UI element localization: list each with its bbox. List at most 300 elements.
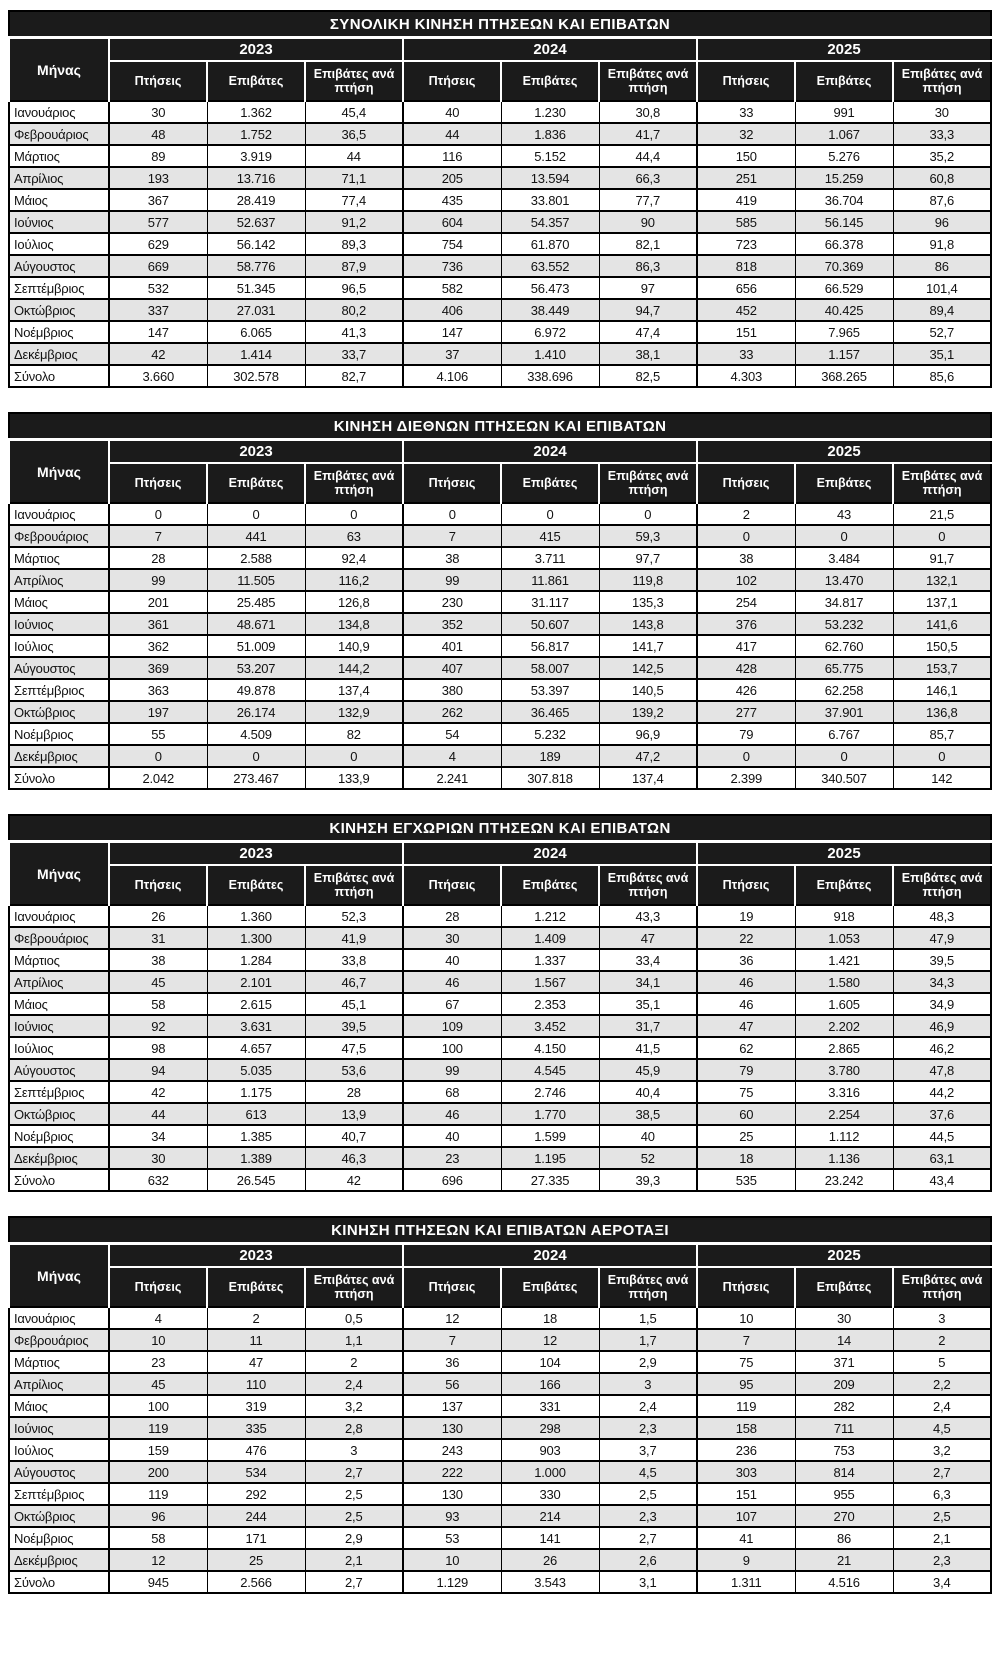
month-column-header: Μήνας xyxy=(9,1244,109,1308)
value-cell: 1.770 xyxy=(501,1103,599,1125)
column-header: Επιβάτες xyxy=(207,61,305,101)
value-cell: 159 xyxy=(109,1439,207,1461)
value-cell: 141,6 xyxy=(893,613,991,635)
value-cell: 3.543 xyxy=(501,1571,599,1593)
value-cell: 338.696 xyxy=(501,365,599,387)
value-cell: 41,5 xyxy=(599,1037,697,1059)
column-header: Επιβάτες ανά πτήση xyxy=(893,61,991,101)
value-cell: 44 xyxy=(403,123,501,145)
value-cell: 150,5 xyxy=(893,635,991,657)
value-cell: 1.053 xyxy=(795,927,893,949)
month-cell: Μάιος xyxy=(9,1395,109,1417)
column-header: Πτήσεις xyxy=(697,865,795,905)
month-cell: Φεβρουάριος xyxy=(9,525,109,547)
value-cell: 3 xyxy=(305,1439,403,1461)
value-cell: 30 xyxy=(109,1147,207,1169)
value-cell: 5 xyxy=(893,1351,991,1373)
year-header: 2023 xyxy=(109,38,403,62)
value-cell: 435 xyxy=(403,189,501,211)
table-title: ΣΥΝΟΛΙΚΗ ΚΙΝΗΣΗ ΠΤΗΣΕΩΝ ΚΑΙ ΕΠΙΒΑΤΩΝ xyxy=(9,11,991,38)
value-cell: 56.817 xyxy=(501,635,599,657)
value-cell: 2,4 xyxy=(305,1373,403,1395)
month-cell: Απρίλιος xyxy=(9,971,109,993)
column-header: Πτήσεις xyxy=(109,865,207,905)
value-cell: 116,2 xyxy=(305,569,403,591)
value-cell: 7 xyxy=(109,525,207,547)
column-header: Επιβάτες xyxy=(501,865,599,905)
month-cell: Ιούνιος xyxy=(9,211,109,233)
value-cell: 6.972 xyxy=(501,321,599,343)
value-cell: 79 xyxy=(697,723,795,745)
value-cell: 56.145 xyxy=(795,211,893,233)
value-cell: 4,5 xyxy=(893,1417,991,1439)
value-cell: 36,5 xyxy=(305,123,403,145)
value-cell: 62.258 xyxy=(795,679,893,701)
value-cell: 1.136 xyxy=(795,1147,893,1169)
table-row xyxy=(9,657,991,679)
value-cell: 36 xyxy=(403,1351,501,1373)
value-cell: 3 xyxy=(893,1307,991,1329)
value-cell: 1.337 xyxy=(501,949,599,971)
value-cell: 31 xyxy=(109,927,207,949)
value-cell: 137 xyxy=(403,1395,501,1417)
value-cell: 141 xyxy=(501,1527,599,1549)
value-cell: 292 xyxy=(207,1483,305,1505)
value-cell: 2,7 xyxy=(305,1571,403,1593)
month-cell: Νοέμβριος xyxy=(9,321,109,343)
month-cell: Απρίλιος xyxy=(9,569,109,591)
value-cell: 21 xyxy=(795,1549,893,1571)
value-cell: 3.780 xyxy=(795,1059,893,1081)
value-cell: 33,8 xyxy=(305,949,403,971)
month-cell: Σύνολο xyxy=(9,1169,109,1191)
table-row xyxy=(9,949,991,971)
value-cell: 33 xyxy=(697,343,795,365)
month-cell: Μάρτιος xyxy=(9,145,109,167)
value-cell: 4.303 xyxy=(697,365,795,387)
value-cell: 2.254 xyxy=(795,1103,893,1125)
value-cell: 26.545 xyxy=(207,1169,305,1191)
column-header: Πτήσεις xyxy=(109,61,207,101)
value-cell: 82,7 xyxy=(305,365,403,387)
value-cell: 44,5 xyxy=(893,1125,991,1147)
value-cell: 33,3 xyxy=(893,123,991,145)
value-cell: 2,5 xyxy=(893,1505,991,1527)
value-cell: 42 xyxy=(109,343,207,365)
value-cell: 10 xyxy=(403,1549,501,1571)
value-cell: 38.449 xyxy=(501,299,599,321)
table-row xyxy=(9,1439,991,1461)
value-cell: 918 xyxy=(795,905,893,927)
value-cell: 604 xyxy=(403,211,501,233)
value-cell: 158 xyxy=(697,1417,795,1439)
value-cell: 90 xyxy=(599,211,697,233)
value-cell: 452 xyxy=(697,299,795,321)
value-cell: 89,3 xyxy=(305,233,403,255)
value-cell: 143,8 xyxy=(599,613,697,635)
value-cell: 1.580 xyxy=(795,971,893,993)
value-cell: 82,5 xyxy=(599,365,697,387)
value-cell: 2.101 xyxy=(207,971,305,993)
value-cell: 337 xyxy=(109,299,207,321)
value-cell: 613 xyxy=(207,1103,305,1125)
table-row xyxy=(9,189,991,211)
month-cell: Μάιος xyxy=(9,189,109,211)
month-cell: Ιούνιος xyxy=(9,613,109,635)
value-cell: 209 xyxy=(795,1373,893,1395)
column-header: Πτήσεις xyxy=(109,463,207,503)
table-title-row xyxy=(9,815,991,842)
value-cell: 46 xyxy=(697,971,795,993)
value-cell: 7.965 xyxy=(795,321,893,343)
month-cell: Δεκέμβριος xyxy=(9,1549,109,1571)
column-header: Πτήσεις xyxy=(109,1267,207,1307)
value-cell: 134,8 xyxy=(305,613,403,635)
value-cell: 46 xyxy=(697,993,795,1015)
value-cell: 426 xyxy=(697,679,795,701)
value-cell: 110 xyxy=(207,1373,305,1395)
value-cell: 77,7 xyxy=(599,189,697,211)
value-cell: 43 xyxy=(795,503,893,525)
column-header: Επιβάτες ανά πτήση xyxy=(893,865,991,905)
value-cell: 42 xyxy=(109,1081,207,1103)
value-cell: 262 xyxy=(403,701,501,723)
table-block xyxy=(8,10,992,388)
year-header: 2024 xyxy=(403,38,697,62)
value-cell: 1.195 xyxy=(501,1147,599,1169)
value-cell: 86 xyxy=(893,255,991,277)
column-header: Επιβάτες ανά πτήση xyxy=(305,865,403,905)
value-cell: 63.552 xyxy=(501,255,599,277)
value-cell: 50.607 xyxy=(501,613,599,635)
value-cell: 30 xyxy=(109,101,207,123)
value-cell: 7 xyxy=(403,525,501,547)
table-row xyxy=(9,211,991,233)
value-cell: 144,2 xyxy=(305,657,403,679)
column-header: Επιβάτες xyxy=(795,1267,893,1307)
value-cell: 49.878 xyxy=(207,679,305,701)
value-cell: 419 xyxy=(697,189,795,211)
value-cell: 40.425 xyxy=(795,299,893,321)
value-cell: 38 xyxy=(403,547,501,569)
value-cell: 407 xyxy=(403,657,501,679)
value-cell: 2,4 xyxy=(893,1395,991,1417)
value-cell: 6.065 xyxy=(207,321,305,343)
value-cell: 132,9 xyxy=(305,701,403,723)
month-cell: Ιανουάριος xyxy=(9,905,109,927)
value-cell: 46,7 xyxy=(305,971,403,993)
value-cell: 82,1 xyxy=(599,233,697,255)
value-cell: 25.485 xyxy=(207,591,305,613)
value-cell: 189 xyxy=(501,745,599,767)
value-cell: 31,7 xyxy=(599,1015,697,1037)
value-cell: 87,6 xyxy=(893,189,991,211)
value-cell: 37.901 xyxy=(795,701,893,723)
value-cell: 10 xyxy=(697,1307,795,1329)
value-cell: 38 xyxy=(109,949,207,971)
value-cell: 70.369 xyxy=(795,255,893,277)
month-cell: Σεπτέμβριος xyxy=(9,679,109,701)
value-cell: 39,3 xyxy=(599,1169,697,1191)
value-cell: 335 xyxy=(207,1417,305,1439)
value-cell: 36 xyxy=(697,949,795,971)
value-cell: 153,7 xyxy=(893,657,991,679)
value-cell: 91,8 xyxy=(893,233,991,255)
table-title-row xyxy=(9,413,991,440)
value-cell: 137,1 xyxy=(893,591,991,613)
month-cell: Νοέμβριος xyxy=(9,1527,109,1549)
value-cell: 34,1 xyxy=(599,971,697,993)
value-cell: 97 xyxy=(599,277,697,299)
value-cell: 42 xyxy=(305,1169,403,1191)
value-cell: 1.360 xyxy=(207,905,305,927)
month-cell: Οκτώβριος xyxy=(9,1103,109,1125)
value-cell: 2,2 xyxy=(893,1373,991,1395)
value-cell: 40 xyxy=(599,1125,697,1147)
value-cell: 45 xyxy=(109,971,207,993)
value-cell: 40,7 xyxy=(305,1125,403,1147)
value-cell: 93 xyxy=(403,1505,501,1527)
table-row xyxy=(9,971,991,993)
value-cell: 340.507 xyxy=(795,767,893,789)
value-cell: 243 xyxy=(403,1439,501,1461)
value-cell: 34.817 xyxy=(795,591,893,613)
value-cell: 3 xyxy=(599,1373,697,1395)
value-cell: 75 xyxy=(697,1351,795,1373)
value-cell: 130 xyxy=(403,1483,501,1505)
value-cell: 135,3 xyxy=(599,591,697,613)
value-cell: 532 xyxy=(109,277,207,299)
value-cell: 28 xyxy=(305,1081,403,1103)
value-cell: 26 xyxy=(501,1549,599,1571)
table-row xyxy=(9,1461,991,1483)
table-row xyxy=(9,167,991,189)
value-cell: 63 xyxy=(305,525,403,547)
value-cell: 1.212 xyxy=(501,905,599,927)
value-cell: 137,4 xyxy=(305,679,403,701)
column-header: Επιβάτες xyxy=(501,463,599,503)
value-cell: 35,1 xyxy=(893,343,991,365)
total-row xyxy=(9,365,991,387)
value-cell: 2,9 xyxy=(599,1351,697,1373)
table-title-row xyxy=(9,1217,991,1244)
value-cell: 711 xyxy=(795,1417,893,1439)
value-cell: 54 xyxy=(403,723,501,745)
table-row xyxy=(9,1351,991,1373)
value-cell: 46 xyxy=(403,1103,501,1125)
value-cell: 1.836 xyxy=(501,123,599,145)
value-cell: 273.467 xyxy=(207,767,305,789)
year-header: 2024 xyxy=(403,1244,697,1268)
value-cell: 100 xyxy=(403,1037,501,1059)
table-block xyxy=(8,412,992,790)
value-cell: 2 xyxy=(697,503,795,525)
year-header-row xyxy=(9,440,991,464)
value-cell: 38,5 xyxy=(599,1103,697,1125)
column-header: Πτήσεις xyxy=(697,61,795,101)
month-cell: Ιούλιος xyxy=(9,1439,109,1461)
column-header: Επιβάτες xyxy=(501,61,599,101)
value-cell: 2 xyxy=(893,1329,991,1351)
value-cell: 0 xyxy=(599,503,697,525)
value-cell: 1.389 xyxy=(207,1147,305,1169)
table-row xyxy=(9,1549,991,1571)
year-header-row xyxy=(9,38,991,62)
value-cell: 1,1 xyxy=(305,1329,403,1351)
value-cell: 71,1 xyxy=(305,167,403,189)
value-cell: 27.031 xyxy=(207,299,305,321)
column-header: Επιβάτες ανά πτήση xyxy=(305,61,403,101)
value-cell: 1.409 xyxy=(501,927,599,949)
value-cell: 2.353 xyxy=(501,993,599,1015)
column-header: Πτήσεις xyxy=(697,463,795,503)
value-cell: 48,3 xyxy=(893,905,991,927)
value-cell: 0 xyxy=(403,503,501,525)
value-cell: 40 xyxy=(403,101,501,123)
value-cell: 35,1 xyxy=(599,993,697,1015)
value-cell: 319 xyxy=(207,1395,305,1417)
value-cell: 236 xyxy=(697,1439,795,1461)
value-cell: 7 xyxy=(697,1329,795,1351)
value-cell: 47,4 xyxy=(599,321,697,343)
value-cell: 3.484 xyxy=(795,547,893,569)
value-cell: 0 xyxy=(207,745,305,767)
value-cell: 1.567 xyxy=(501,971,599,993)
month-cell: Δεκέμβριος xyxy=(9,745,109,767)
table-row xyxy=(9,613,991,635)
table-row xyxy=(9,503,991,525)
value-cell: 45 xyxy=(109,1373,207,1395)
table-title: ΚΙΝΗΣΗ ΔΙΕΘΝΩΝ ΠΤΗΣΕΩΝ ΚΑΙ ΕΠΙΒΑΤΩΝ xyxy=(9,413,991,440)
month-cell: Σεπτέμβριος xyxy=(9,1483,109,1505)
value-cell: 4.106 xyxy=(403,365,501,387)
month-column-header: Μήνας xyxy=(9,440,109,504)
value-cell: 46 xyxy=(403,971,501,993)
value-cell: 53.232 xyxy=(795,613,893,635)
month-cell: Ιανουάριος xyxy=(9,1307,109,1329)
value-cell: 4.509 xyxy=(207,723,305,745)
value-cell: 41,7 xyxy=(599,123,697,145)
value-cell: 1.385 xyxy=(207,1125,305,1147)
table-row xyxy=(9,255,991,277)
value-cell: 68 xyxy=(403,1081,501,1103)
value-cell: 15.259 xyxy=(795,167,893,189)
value-cell: 82 xyxy=(305,723,403,745)
column-header-row xyxy=(9,61,991,101)
value-cell: 3.631 xyxy=(207,1015,305,1037)
column-header: Επιβάτες ανά πτήση xyxy=(599,1267,697,1307)
value-cell: 89,4 xyxy=(893,299,991,321)
table-title: ΚΙΝΗΣΗ ΠΤΗΣΕΩΝ ΚΑΙ ΕΠΙΒΑΤΩΝ ΑΕΡΟΤΑΞΙ xyxy=(9,1217,991,1244)
value-cell: 19 xyxy=(697,905,795,927)
value-cell: 52 xyxy=(599,1147,697,1169)
value-cell: 44,2 xyxy=(893,1081,991,1103)
value-cell: 46,9 xyxy=(893,1015,991,1037)
month-cell: Ιούλιος xyxy=(9,233,109,255)
value-cell: 361 xyxy=(109,613,207,635)
value-cell: 12 xyxy=(403,1307,501,1329)
value-cell: 119 xyxy=(109,1417,207,1439)
value-cell: 5.276 xyxy=(795,145,893,167)
value-cell: 12 xyxy=(501,1329,599,1351)
value-cell: 200 xyxy=(109,1461,207,1483)
value-cell: 214 xyxy=(501,1505,599,1527)
value-cell: 1,7 xyxy=(599,1329,697,1351)
table-row xyxy=(9,635,991,657)
value-cell: 53,6 xyxy=(305,1059,403,1081)
value-cell: 34,9 xyxy=(893,993,991,1015)
value-cell: 53 xyxy=(403,1527,501,1549)
value-cell: 47 xyxy=(697,1015,795,1037)
value-cell: 99 xyxy=(403,1059,501,1081)
month-cell: Οκτώβριος xyxy=(9,701,109,723)
value-cell: 2.566 xyxy=(207,1571,305,1593)
value-cell: 401 xyxy=(403,635,501,657)
year-header-row xyxy=(9,842,991,866)
value-cell: 696 xyxy=(403,1169,501,1191)
value-cell: 2 xyxy=(207,1307,305,1329)
value-cell: 37 xyxy=(403,343,501,365)
value-cell: 126,8 xyxy=(305,591,403,613)
value-cell: 51.345 xyxy=(207,277,305,299)
column-header: Πτήσεις xyxy=(697,1267,795,1307)
value-cell: 955 xyxy=(795,1483,893,1505)
column-header: Επιβάτες ανά πτήση xyxy=(305,1267,403,1307)
value-cell: 52.637 xyxy=(207,211,305,233)
value-cell: 43,3 xyxy=(599,905,697,927)
year-header: 2024 xyxy=(403,440,697,464)
value-cell: 5.232 xyxy=(501,723,599,745)
table-row xyxy=(9,701,991,723)
value-cell: 43,4 xyxy=(893,1169,991,1191)
value-cell: 28 xyxy=(403,905,501,927)
value-cell: 2,3 xyxy=(893,1549,991,1571)
table-row xyxy=(9,1527,991,1549)
table-row xyxy=(9,1103,991,1125)
value-cell: 97,7 xyxy=(599,547,697,569)
value-cell: 368.265 xyxy=(795,365,893,387)
value-cell: 28.419 xyxy=(207,189,305,211)
table-row xyxy=(9,1059,991,1081)
column-header: Επιβάτες xyxy=(207,865,305,905)
value-cell: 119 xyxy=(697,1395,795,1417)
value-cell: 303 xyxy=(697,1461,795,1483)
value-cell: 41,9 xyxy=(305,927,403,949)
value-cell: 2.746 xyxy=(501,1081,599,1103)
table-row xyxy=(9,1037,991,1059)
year-header: 2023 xyxy=(109,440,403,464)
value-cell: 380 xyxy=(403,679,501,701)
value-cell: 428 xyxy=(697,657,795,679)
value-cell: 46,2 xyxy=(893,1037,991,1059)
table-row xyxy=(9,723,991,745)
value-cell: 0 xyxy=(109,745,207,767)
month-cell: Οκτώβριος xyxy=(9,299,109,321)
value-cell: 23 xyxy=(403,1147,501,1169)
value-cell: 13.470 xyxy=(795,569,893,591)
value-cell: 406 xyxy=(403,299,501,321)
month-cell: Ιούλιος xyxy=(9,635,109,657)
month-column-header: Μήνας xyxy=(9,38,109,102)
column-header: Πτήσεις xyxy=(403,865,501,905)
month-cell: Οκτώβριος xyxy=(9,1505,109,1527)
value-cell: 4.657 xyxy=(207,1037,305,1059)
value-cell: 369 xyxy=(109,657,207,679)
value-cell: 4,5 xyxy=(599,1461,697,1483)
value-cell: 1.175 xyxy=(207,1081,305,1103)
table-row xyxy=(9,277,991,299)
value-cell: 367 xyxy=(109,189,207,211)
